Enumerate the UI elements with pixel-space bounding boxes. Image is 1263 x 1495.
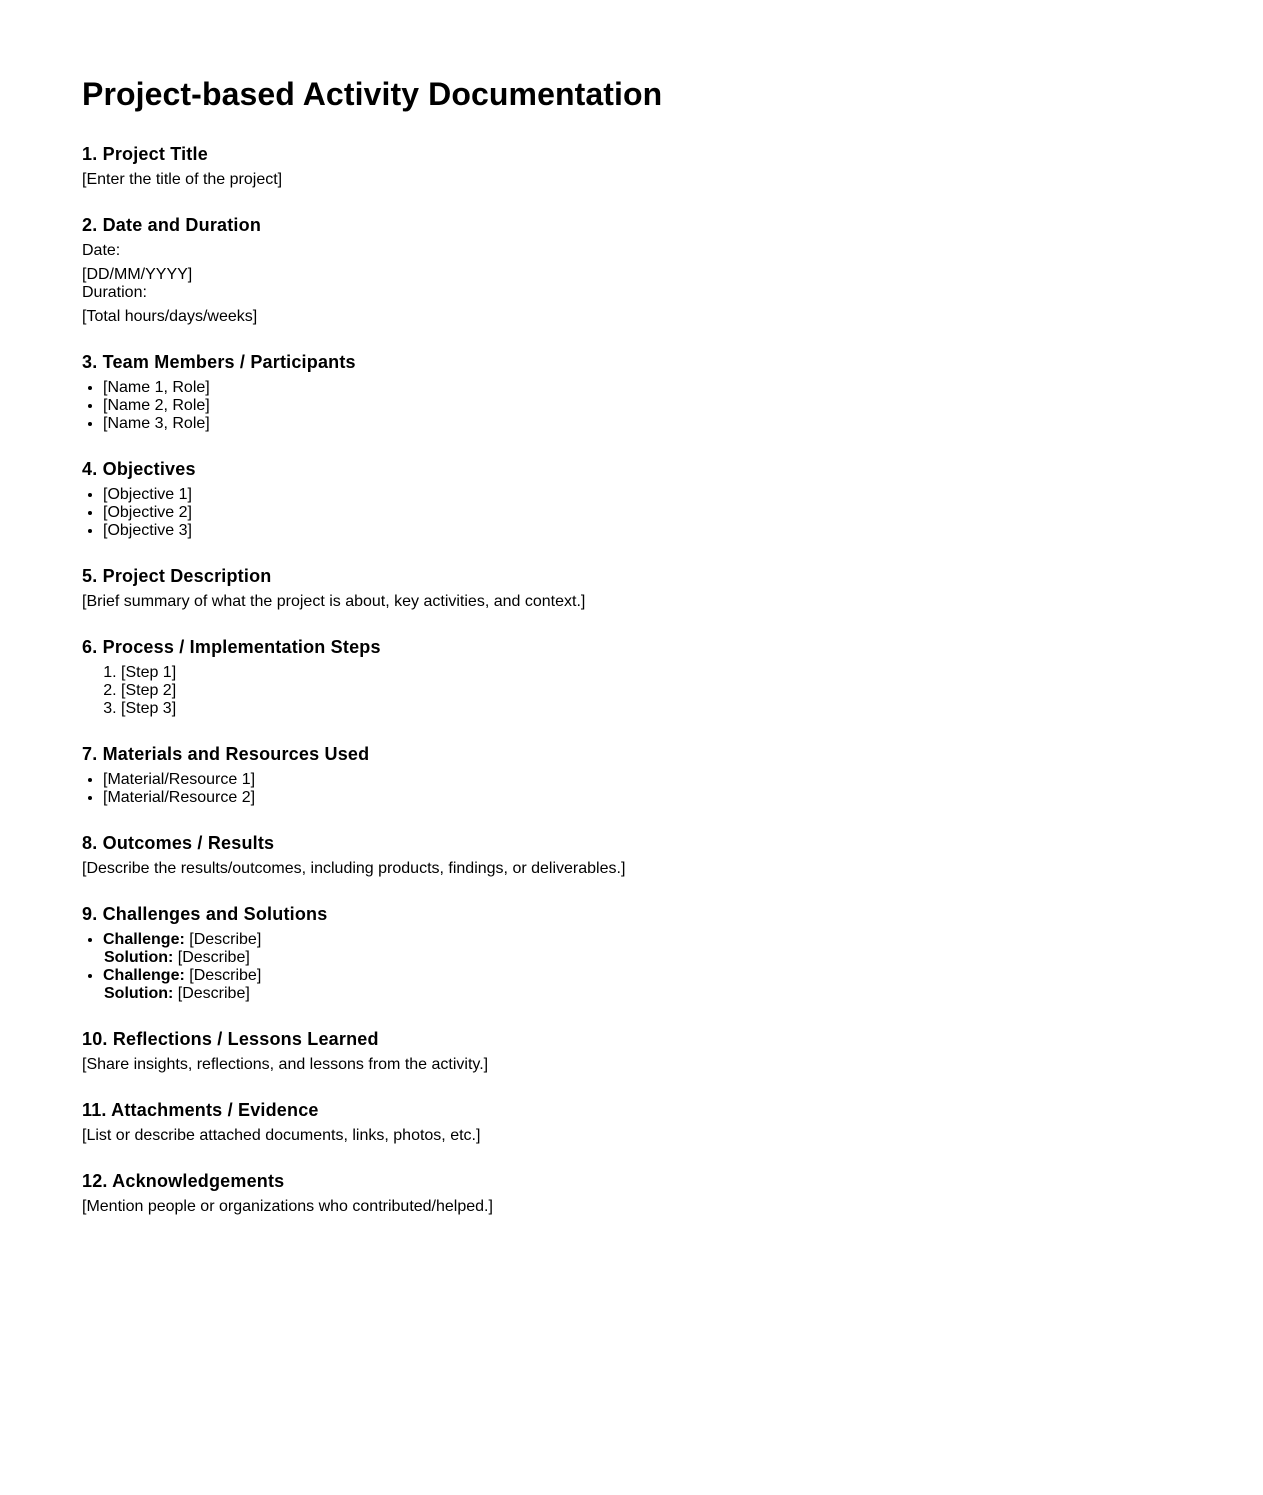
section-heading: 6. Process / Implementation Steps (82, 637, 381, 657)
section-project-description (82, 565, 1263, 611)
solution-line (103, 985, 1263, 1003)
list-item: • [Objective 3] (103, 522, 1263, 540)
challenge-label: Challenge: (103, 931, 185, 948)
section-heading: 4. Objectives (82, 459, 196, 479)
section-heading: 12. Acknowledgements (82, 1171, 285, 1191)
challenge-item (103, 931, 1263, 967)
list-item: • [Objective 1] (103, 486, 1263, 504)
section-heading: 11. Attachments / Evidence (82, 1100, 319, 1120)
materials-list (82, 771, 1263, 807)
section-heading: 9. Challenges and Solutions (82, 904, 328, 924)
section-attachments (82, 1099, 1263, 1145)
objectives-list (82, 486, 1263, 540)
challenge-text: [Describe] (189, 967, 262, 984)
list-item: • [Name 2, Role] (103, 397, 1263, 415)
solution-label: Solution: (104, 949, 174, 966)
section-heading: 10. Reflections / Lessons Learned (82, 1029, 379, 1049)
section-heading: 3. Team Members / Participants (82, 352, 356, 372)
list-item: • [Material/Resource 2] (103, 789, 1263, 807)
date-value: [DD/MM/YYYY] (82, 266, 193, 283)
solution-line (103, 949, 1263, 967)
section-heading: 8. Outcomes / Results (82, 833, 275, 853)
section-acknowledgements (82, 1170, 1263, 1216)
duration-label: Duration: (82, 284, 147, 301)
section-outcomes (82, 832, 1263, 878)
challenges-list (82, 931, 1263, 1003)
list-item: • [Objective 2] (103, 504, 1263, 522)
list-item: 2. [Step 2] (121, 682, 1263, 700)
challenge-text: [Describe] (189, 931, 262, 948)
section-text: [Share insights, reflections, and lessons from the activity.] (82, 1056, 489, 1073)
team-list (82, 379, 1263, 433)
section-process-steps (82, 636, 1263, 718)
steps-list (82, 664, 1263, 718)
section-heading: 2. Date and Duration (82, 215, 262, 235)
date-label: Date: (82, 242, 121, 259)
page-title: Project-based Activity Documentation (82, 76, 663, 112)
list-item: • [Name 1, Role] (103, 379, 1263, 397)
solution-label: Solution: (104, 985, 174, 1002)
solution-text: [Describe] (177, 985, 250, 1002)
list-item: 3. [Step 3] (121, 700, 1263, 718)
section-team-members (82, 351, 1263, 433)
challenge-item (103, 967, 1263, 1003)
section-date-duration (82, 214, 1263, 326)
section-materials (82, 743, 1263, 807)
section-text: [List or describe attached documents, links, photos, etc.] (82, 1127, 481, 1144)
section-text: [Mention people or organizations who contributed/helped.] (82, 1198, 493, 1215)
section-text: [Describe the results/outcomes, including products, findings, or deliverables.] (82, 860, 626, 877)
list-item: • [Material/Resource 1] (103, 771, 1263, 789)
section-project-title (82, 143, 1263, 189)
list-item: 1. [Step 1] (121, 664, 1263, 682)
section-text: [Enter the title of the project] (82, 171, 283, 188)
section-reflections (82, 1028, 1263, 1074)
section-objectives (82, 458, 1263, 540)
section-text: [Brief summary of what the project is about, key activities, and context.] (82, 593, 586, 610)
section-heading: 5. Project Description (82, 566, 272, 586)
section-challenges (82, 903, 1263, 1003)
section-heading: 1. Project Title (82, 144, 208, 164)
list-item: • [Name 3, Role] (103, 415, 1263, 433)
solution-text: [Describe] (177, 949, 250, 966)
section-heading: 7. Materials and Resources Used (82, 744, 370, 764)
duration-value: [Total hours/days/weeks] (82, 308, 258, 325)
challenge-label: Challenge: (103, 967, 185, 984)
